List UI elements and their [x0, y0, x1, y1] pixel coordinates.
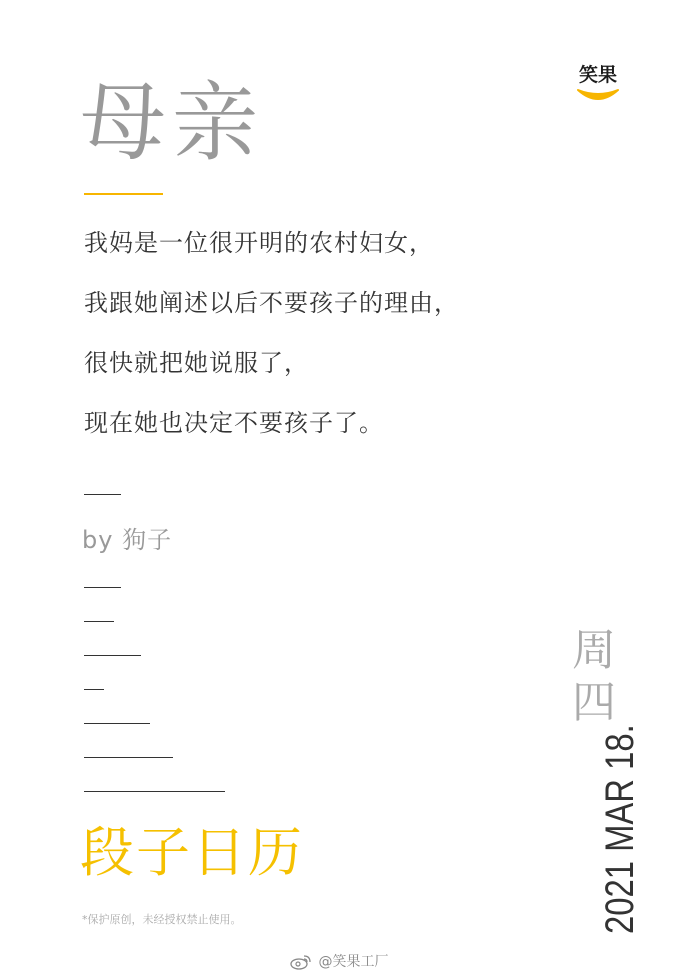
smile-icon [576, 88, 620, 102]
decor-line [84, 689, 104, 690]
decor-line [84, 621, 114, 622]
decor-line [84, 791, 225, 792]
joke-line: 很快就把她说服了， [84, 349, 309, 377]
author-separator [84, 494, 121, 495]
weekday [570, 625, 618, 729]
watermark-text: @笑果工厂 [318, 954, 389, 970]
joke-line: 我妈是一位很开明的农村妇女， [84, 229, 434, 257]
decor-line [84, 723, 150, 724]
calendar-date [595, 724, 645, 957]
joke-line: 我跟她阐述以后不要孩子的理由， [84, 289, 459, 317]
copyright-note: *保护原创，未经授权禁止使用。 [82, 913, 242, 926]
joke-body [84, 225, 544, 465]
weibo-icon [290, 954, 312, 970]
brand-logo [568, 64, 628, 114]
weekday-char: 周 [572, 625, 616, 676]
brand-name: 段子日历 [80, 821, 304, 884]
title-underline [84, 193, 163, 195]
decor-line [84, 587, 121, 588]
date-text: 2021 MAR 18. [598, 724, 642, 934]
joke-line: 现在她也决定不要孩子了。 [84, 409, 384, 437]
decor-line [84, 757, 173, 758]
page-title: 母亲 [80, 73, 264, 173]
weekday-char: 四 [572, 677, 616, 728]
weibo-watermark [290, 952, 388, 972]
decor-line [84, 655, 141, 656]
logo-text: 笑果 [578, 64, 617, 86]
author-credit: by 狗子 [82, 526, 173, 554]
